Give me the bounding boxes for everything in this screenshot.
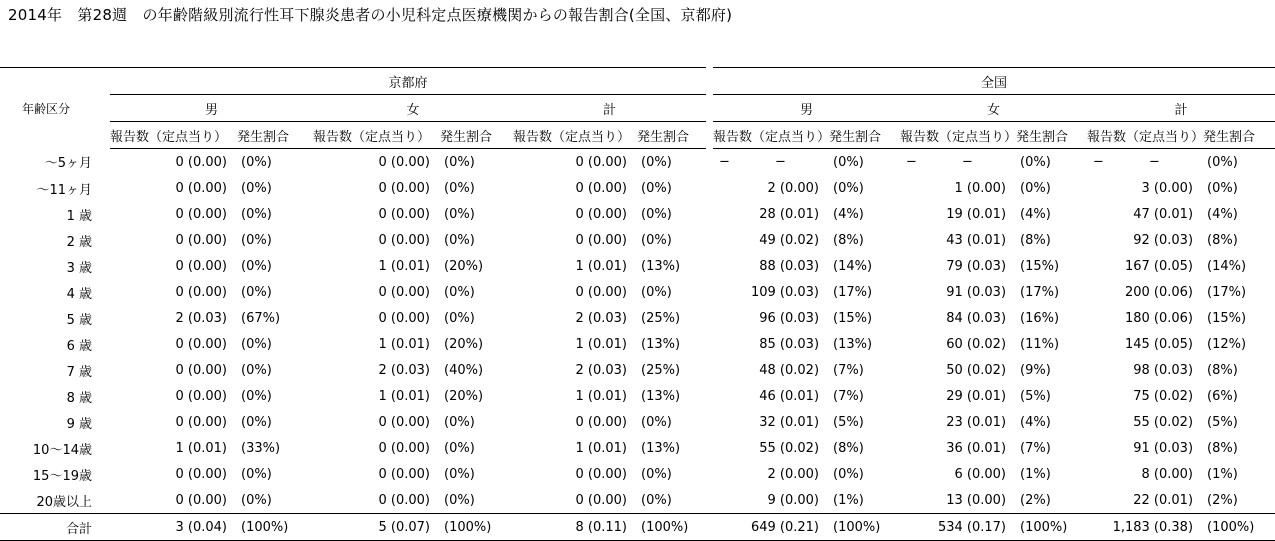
report-count-cell: 0 (0.00) [175,362,227,378]
rate-cell: (25%) [641,362,681,378]
report-column-header: 報告数（定点当り） [313,122,436,149]
report-count-cell: 0 (0.00) [175,206,227,222]
rate-cell: (15%) [1020,258,1060,274]
report-count-cell: 1,183 (0.38) [1087,514,1199,541]
report-count-cell: 2 (0.03) [175,310,227,326]
report-count-cell: 6 (0.00) [954,466,1007,482]
column-gap [706,357,713,383]
report-count-cell: 0 (0.00) [175,414,227,430]
table-body [0,149,1275,541]
report-count-cell: 1 (0.01) [175,440,227,456]
report-count-cell: 13 (0.00) [946,492,1007,508]
table-row [0,253,1275,279]
rate-column-header: 発生割合 [1199,122,1275,149]
report-count-cell: 36 (0.01) [946,440,1007,456]
report-count-cell: 0 (0.00) [175,388,227,404]
age-label: 5 歳 [66,312,92,328]
region-header-kyoto: 京都府 [110,68,706,95]
report-count-cell: 0 (0.00) [378,414,430,430]
report-count-cell: 0 (0.00) [175,284,227,300]
rate-cell: (4%) [833,206,864,222]
rate-cell: (0%) [241,362,272,378]
report-count-cell: 28 (0.01) [759,206,820,222]
report-count-cell: 649 (0.21) [713,514,825,541]
table-row [0,409,1275,435]
rate-cell: (0%) [444,232,475,248]
rate-cell: (12%) [1207,336,1247,352]
column-gap [706,227,713,253]
table-row [0,149,1275,176]
region-header-national: 全国 [713,68,1275,95]
rate-cell: (20%) [444,388,484,404]
report-count-cell: 2 (0.03) [575,310,627,326]
rate-cell: (0%) [241,232,272,248]
age-label: 3 歳 [66,260,92,276]
column-gap [706,461,713,487]
rate-cell: (100%) [1199,514,1275,541]
report-count-cell: 1 (0.00) [954,180,1007,196]
report-count-cell: 0 (0.00) [378,206,430,222]
table-row [0,331,1275,357]
report-count-cell: 0 (0.00) [575,492,627,508]
rate-cell: (8%) [1207,362,1238,378]
report-count-cell: 0 (0.00) [575,284,627,300]
table-row [0,201,1275,227]
report-count-cell: 2 (0.03) [378,362,430,378]
dash-mark: − [962,154,973,170]
rate-cell: (0%) [444,206,475,222]
dash-mark: − [906,154,917,170]
dash-mark: − [719,154,730,170]
report-column-header: 報告数（定点当り） [110,122,233,149]
rate-cell: (0%) [641,154,672,170]
age-label: 7 歳 [66,364,92,380]
rate-cell: (0%) [833,466,864,482]
rate-cell: (100%) [633,514,706,541]
rate-cell: (8%) [1207,232,1238,248]
sex-header-total: 計 [1087,95,1275,122]
rate-cell: (0%) [241,492,272,508]
rate-cell: (2%) [1020,492,1051,508]
rate-cell: (5%) [1020,388,1051,404]
report-count-cell: 167 (0.05) [1124,258,1194,274]
rate-cell: (0%) [241,388,272,404]
rate-cell: (0%) [641,466,672,482]
rate-cell: (0%) [444,440,475,456]
rate-cell: (8%) [833,440,864,456]
dash-mark: − [1149,154,1160,170]
rate-cell: (0%) [444,180,475,196]
table-row [0,305,1275,331]
report-count-cell: 0 (0.00) [175,336,227,352]
report-count-cell: 1 (0.01) [575,388,627,404]
rate-cell: (8%) [1207,440,1238,456]
report-column-header: 報告数（定点当り） [900,122,1012,149]
report-count-cell: 19 (0.01) [946,206,1007,222]
age-label: 8 歳 [66,390,92,406]
report-count-cell: 32 (0.01) [759,414,820,430]
age-label: 2 歳 [66,234,92,250]
report-count-cell: 0 (0.00) [175,466,227,482]
report-count-cell: 79 (0.03) [946,258,1007,274]
report-count-cell [900,149,1012,176]
age-label: 15〜19歳 [32,468,92,484]
rate-cell: (2%) [1207,492,1238,508]
report-column-header: 報告数（定点当り） [1087,122,1199,149]
report-count-cell: 1 (0.01) [575,258,627,274]
rate-cell: (17%) [1020,284,1060,300]
rate-cell: (0%) [241,414,272,430]
report-count-cell: 534 (0.17) [900,514,1012,541]
rate-cell: (8%) [1020,232,1051,248]
rate-cell: (0%) [241,284,272,300]
page-title: 2014年 第28週 の年齢階級別流行性耳下腺炎患者の小児科定点医療機関からの報告割合(全国、京都府) [8,6,733,24]
rate-cell: (17%) [1207,284,1247,300]
report-count-cell [1087,149,1199,176]
rate-cell: (17%) [833,284,873,300]
rate-cell: (0%) [1020,180,1051,196]
rate-cell: (0%) [444,466,475,482]
rate-cell: (8%) [833,232,864,248]
rate-cell: (0%) [241,258,272,274]
age-label: 9 歳 [66,416,92,432]
rate-cell: (15%) [1207,310,1247,326]
report-count-cell: 85 (0.03) [759,336,820,352]
rate-cell: (0%) [641,206,672,222]
total-row [0,514,1275,541]
column-gap [706,279,713,305]
report-count-cell: 50 (0.02) [946,362,1007,378]
rate-cell: (9%) [1020,362,1051,378]
report-count-cell: 0 (0.00) [378,232,430,248]
rate-cell: (33%) [241,440,281,456]
rate-cell: (25%) [641,310,681,326]
rate-cell: (100%) [436,514,513,541]
table-row [0,279,1275,305]
column-gap [706,175,713,201]
report-count-cell: 0 (0.00) [575,466,627,482]
age-label: 6 歳 [66,338,92,354]
report-table [0,67,1275,541]
report-count-cell: 0 (0.00) [575,154,627,170]
table-row [0,487,1275,514]
column-gap [706,253,713,279]
rate-cell: (7%) [833,362,864,378]
report-count-cell: 0 (0.00) [175,154,227,170]
sex-header-male: 男 [713,95,900,122]
report-count-cell: 145 (0.05) [1124,336,1194,352]
rate-cell: (13%) [641,258,681,274]
report-count-cell: 2 (0.00) [767,180,820,196]
report-count-cell: 43 (0.01) [946,232,1007,248]
rate-cell: (7%) [833,388,864,404]
report-count-cell: 1 (0.01) [378,336,430,352]
dash-mark: − [775,154,786,170]
rate-column-header: 発生割合 [825,122,900,149]
age-label: 〜11ヶ月 [36,182,92,198]
report-count-cell: 9 (0.00) [767,492,820,508]
dash-mark: − [1093,154,1104,170]
rate-cell: (40%) [444,362,484,378]
rate-cell: (67%) [241,310,281,326]
rate-cell: (20%) [444,336,484,352]
report-count-cell: 8 (0.11) [513,514,633,541]
column-gap [706,383,713,409]
rate-column-header: 発生割合 [1012,122,1087,149]
sex-header-total: 計 [513,95,706,122]
rate-cell: (100%) [1012,514,1087,541]
age-column-header: 年齢区分 [0,68,110,149]
report-count-cell: 0 (0.00) [378,284,430,300]
sex-header-male: 男 [110,95,313,122]
report-count-cell: 0 (0.00) [175,258,227,274]
rate-cell: (0%) [1207,180,1238,196]
rate-cell: (0%) [444,154,475,170]
report-count-cell: 0 (0.00) [378,492,430,508]
column-gap [706,149,713,176]
table-row [0,175,1275,201]
report-count-cell: 3 (0.00) [1141,180,1194,196]
report-count-cell: 3 (0.04) [110,514,233,541]
report-count-cell: 88 (0.03) [759,258,820,274]
rate-cell: (13%) [641,388,681,404]
report-count-cell: 22 (0.01) [1133,492,1194,508]
report-count-cell: 49 (0.02) [759,232,820,248]
table-row [0,461,1275,487]
rate-cell: (4%) [1020,414,1051,430]
rate-cell: (13%) [641,336,681,352]
report-count-cell: 5 (0.07) [313,514,436,541]
report-count-cell: 98 (0.03) [1133,362,1194,378]
report-count-cell: 48 (0.02) [759,362,820,378]
sex-header-female: 女 [900,95,1087,122]
table-row [0,435,1275,461]
report-count-cell: 75 (0.02) [1133,388,1194,404]
rate-cell: (0%) [444,284,475,300]
rate-cell: (1%) [833,492,864,508]
rate-cell: (4%) [1207,206,1238,222]
report-count-cell: 92 (0.03) [1133,232,1194,248]
rate-cell: (0%) [241,180,272,196]
table-row [0,383,1275,409]
column-gap [706,409,713,435]
rate-cell: (5%) [1207,414,1238,430]
rate-cell: (0%) [444,414,475,430]
rate-cell: (0%) [241,466,272,482]
report-count-cell: 0 (0.00) [575,232,627,248]
report-count-cell: 0 (0.00) [175,232,227,248]
rate-cell: (100%) [825,514,900,541]
column-gap [706,331,713,357]
report-count-cell: 46 (0.01) [759,388,820,404]
report-count-cell: 1 (0.01) [575,440,627,456]
report-count-cell: 0 (0.00) [378,466,430,482]
rate-cell: (0%) [641,180,672,196]
age-label: 4 歳 [66,286,92,302]
report-count-cell: 1 (0.01) [575,336,627,352]
rate-cell: (0%) [833,180,864,196]
rate-cell: (7%) [1020,440,1051,456]
report-count-cell: 84 (0.03) [946,310,1007,326]
rate-cell: (0%) [1020,154,1051,170]
report-count-cell: 0 (0.00) [575,414,627,430]
report-count-cell: 1 (0.01) [378,388,430,404]
report-count-cell: 1 (0.01) [378,258,430,274]
report-count-cell: 91 (0.03) [1133,440,1194,456]
rate-cell: (5%) [833,414,864,430]
report-count-cell: 91 (0.03) [946,284,1007,300]
report-count-cell: 55 (0.02) [1133,414,1194,430]
report-count-cell: 0 (0.00) [575,180,627,196]
age-label: 〜5ヶ月 [44,156,92,172]
rate-cell: (11%) [1020,336,1060,352]
rate-cell: (1%) [1020,466,1051,482]
age-label: 10〜14歳 [32,442,92,458]
report-count-cell: 0 (0.00) [378,154,430,170]
rate-cell: (0%) [241,154,272,170]
report-count-cell: 180 (0.06) [1124,310,1194,326]
rate-column-header: 発生割合 [633,122,706,149]
rate-cell: (0%) [641,284,672,300]
table-row [0,227,1275,253]
report-count-cell: 0 (0.00) [575,206,627,222]
rate-column-header: 発生割合 [233,122,313,149]
rate-cell: (0%) [241,206,272,222]
report-count-cell: 29 (0.01) [946,388,1007,404]
report-count-cell: 0 (0.00) [175,180,227,196]
column-gap [706,305,713,331]
rate-cell: (1%) [1207,466,1238,482]
rate-cell: (0%) [241,336,272,352]
rate-cell: (13%) [833,336,873,352]
report-count-cell: 55 (0.02) [759,440,820,456]
column-gap [706,201,713,227]
rate-cell: (0%) [444,492,475,508]
age-label: 20歳以上 [36,494,92,510]
rate-cell: (0%) [1207,154,1238,170]
report-count-cell: 0 (0.00) [378,180,430,196]
report-count-cell: 0 (0.00) [378,440,430,456]
report-count-cell: 8 (0.00) [1141,466,1194,482]
sex-header-female: 女 [313,95,513,122]
report-column-header: 報告数（定点当り） [713,122,825,149]
rate-cell: (100%) [233,514,313,541]
rate-cell: (0%) [641,232,672,248]
report-count-cell: 2 (0.00) [767,466,820,482]
rate-cell: (14%) [1207,258,1247,274]
rate-cell: (6%) [1207,388,1238,404]
column-gap [706,487,713,514]
table-row [0,357,1275,383]
column-gap [706,435,713,461]
report-count-cell: 0 (0.00) [378,310,430,326]
report-count-cell: 23 (0.01) [946,414,1007,430]
report-count-cell: 2 (0.03) [575,362,627,378]
report-count-cell: 109 (0.03) [750,284,820,300]
rate-cell: (4%) [1020,206,1051,222]
rate-cell: (0%) [641,414,672,430]
rate-column-header: 発生割合 [436,122,513,149]
report-column-header: 報告数（定点当り） [513,122,633,149]
report-count-cell: 60 (0.02) [946,336,1007,352]
report-count-cell: 96 (0.03) [759,310,820,326]
report-count-cell: 0 (0.00) [175,492,227,508]
rate-cell: (16%) [1020,310,1060,326]
age-label: 1 歳 [66,208,92,224]
rate-cell: (0%) [444,310,475,326]
report-count-cell: 200 (0.06) [1124,284,1194,300]
rate-cell: (15%) [833,310,873,326]
rate-cell: (0%) [641,492,672,508]
report-count-cell: 47 (0.01) [1133,206,1194,222]
rate-cell: (0%) [833,154,864,170]
column-gap [706,514,713,541]
rate-cell: (13%) [641,440,681,456]
table-header [0,68,1275,149]
age-label: 合計 [0,514,110,541]
report-count-cell [713,149,825,176]
rate-cell: (14%) [833,258,873,274]
rate-cell: (20%) [444,258,484,274]
